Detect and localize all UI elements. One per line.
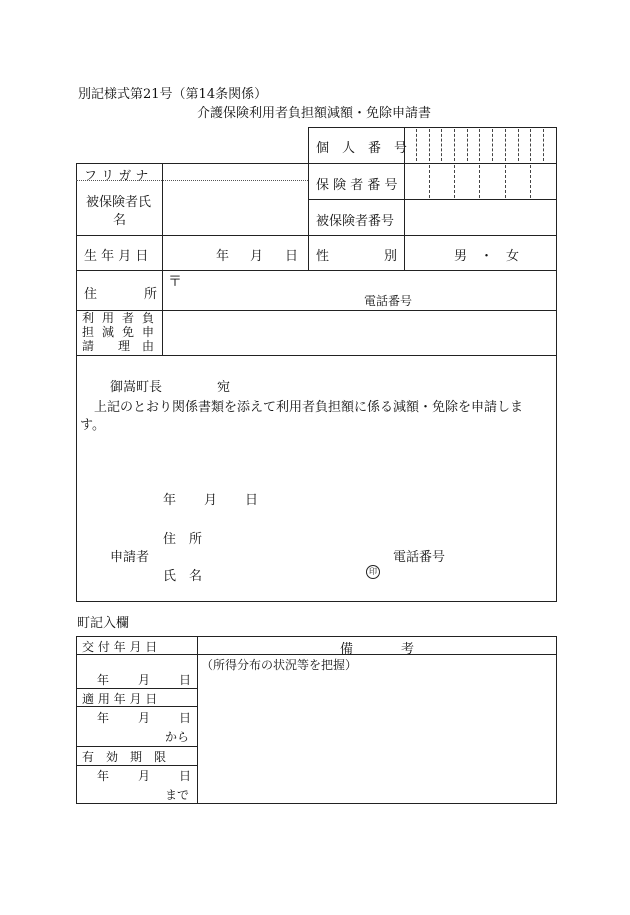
apply-date-label: 適 用 年 月 日 xyxy=(82,692,158,706)
furigana-input[interactable] xyxy=(166,165,306,179)
valid-year: 年 xyxy=(97,769,110,783)
birth-year-label: 年 xyxy=(216,249,230,264)
valid-month: 月 xyxy=(138,769,151,783)
remarks-note: （所得分布の状況等を把握） xyxy=(201,658,358,672)
insured-name-label-2: 名 xyxy=(113,213,127,228)
addressee-suffix: 宛 xyxy=(217,380,231,395)
applicant-phone-label: 電話番号 xyxy=(393,550,446,565)
apply-month: 月 xyxy=(138,711,151,725)
issue-year: 年 xyxy=(97,673,110,687)
reason-input[interactable] xyxy=(166,313,551,352)
sex-options[interactable]: 男 ・ 女 xyxy=(454,249,520,264)
remarks-input[interactable] xyxy=(203,672,551,798)
form-title: 介護保険利用者負担額減額・免除申請書 xyxy=(197,106,432,121)
apply-year: 年 xyxy=(97,711,110,725)
reason-label-row-3: 請 理 由 xyxy=(82,339,154,353)
birth-month-label: 月 xyxy=(250,249,264,264)
insurer-number-label: 保 険 者 番 号 xyxy=(316,178,398,193)
sex-label-1: 性 xyxy=(316,249,330,264)
birthdate-input[interactable] xyxy=(166,238,206,267)
valid-day: 日 xyxy=(179,769,192,783)
form-number: 別記様式第21号（第14条関係） xyxy=(78,87,268,102)
address-label-1: 住 xyxy=(84,287,98,302)
personal-number-label: 個 人 番 号 xyxy=(316,141,408,156)
application-year: 年 xyxy=(163,493,177,508)
apply-day: 日 xyxy=(179,711,192,725)
reason-label-row-1: 利 用 者 負 xyxy=(82,311,154,325)
declaration-line-2: す。 xyxy=(80,418,105,433)
applicant-name-label: 氏 名 xyxy=(163,569,203,584)
valid-period-label: 有 効 期 限 xyxy=(82,750,167,764)
insured-number-input[interactable] xyxy=(407,202,553,232)
address-phone-label: 電話番号 xyxy=(364,294,413,308)
remarks-label-1: 備 xyxy=(340,642,354,657)
declaration-line-1: 上記のとおり関係書類を添えて利用者負担額に係る減額・免除を申請しま xyxy=(94,400,524,415)
addressee: 御嵩町長 xyxy=(110,380,163,395)
applicant-address-label: 住 所 xyxy=(163,532,203,547)
from-label: から xyxy=(165,730,190,744)
seal-mark: 印 xyxy=(366,565,380,579)
insured-name-input[interactable] xyxy=(166,183,306,233)
postal-mark: 〒 xyxy=(168,274,182,290)
address-input[interactable] xyxy=(185,274,545,290)
insured-name-label-1: 被保険者氏 xyxy=(86,195,152,210)
office-section-title: 町記入欄 xyxy=(77,616,130,631)
applicant-label: 申請者 xyxy=(110,550,150,565)
application-month: 月 xyxy=(204,493,218,508)
birth-day-label: 日 xyxy=(285,249,299,264)
remarks-label-2: 考 xyxy=(401,642,415,657)
until-label: まで xyxy=(165,788,190,802)
applicant-name-input[interactable] xyxy=(215,563,355,579)
address-label-2: 所 xyxy=(144,287,158,302)
reason-label-row-2: 担 減 免 申 xyxy=(82,325,154,339)
issue-month: 月 xyxy=(138,673,151,687)
sex-label-2: 別 xyxy=(384,249,398,264)
issue-day: 日 xyxy=(179,673,192,687)
birthdate-label: 生 年 月 日 xyxy=(84,249,149,264)
furigana-label: フ リ ガ ナ xyxy=(84,169,149,184)
insured-number-label: 被保険者番号 xyxy=(316,214,395,229)
applicant-address-input[interactable] xyxy=(215,525,545,541)
application-day: 日 xyxy=(245,493,259,508)
issue-date-label: 交 付 年 月 日 xyxy=(82,640,158,654)
